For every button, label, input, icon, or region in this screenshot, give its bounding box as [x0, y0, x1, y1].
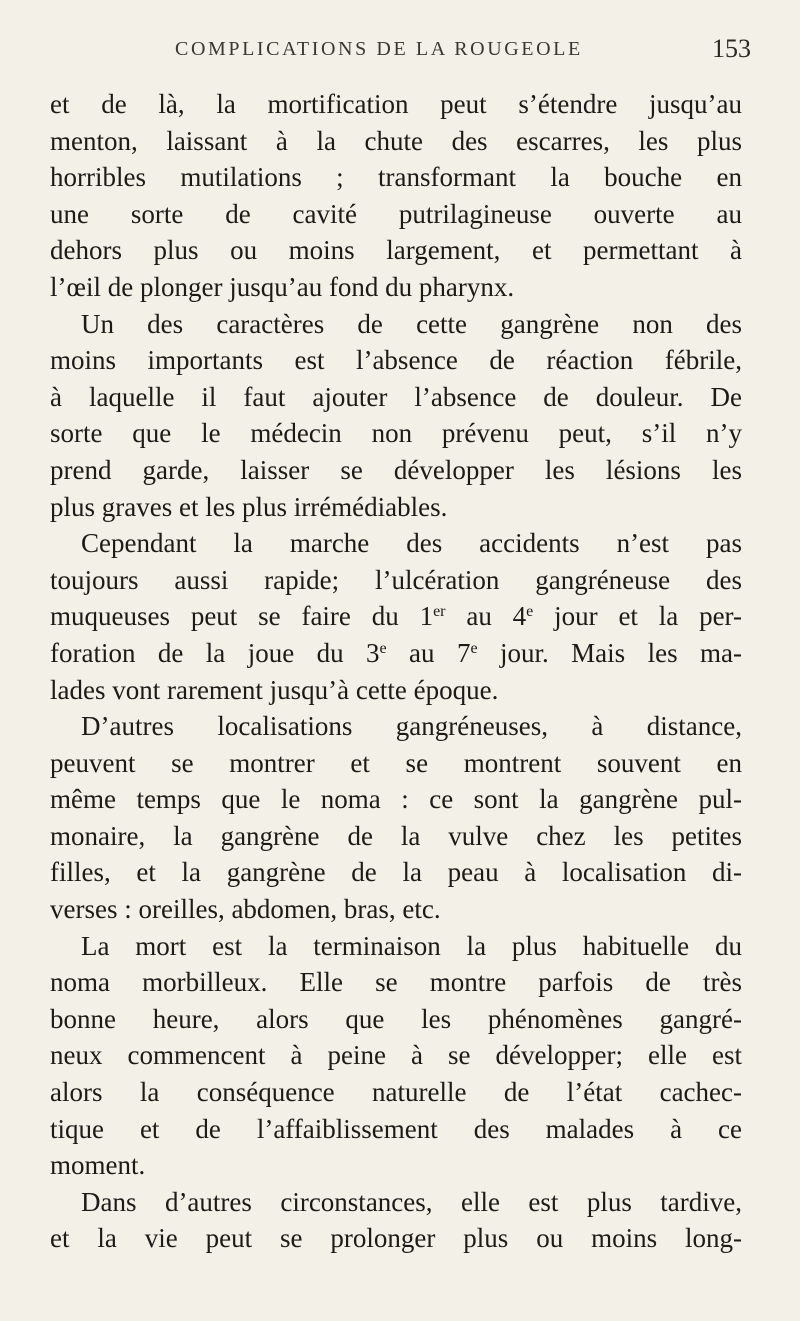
text-line: neux commencent à peine à se développer; elle est — [50, 1040, 742, 1071]
text-line: moment. — [50, 1150, 146, 1181]
text-line: bonne heure, alors que les phénomènes gangré- — [50, 1003, 742, 1034]
text-line: La mort est la terminaison la plus habituelle du — [81, 930, 742, 961]
text-line: monaire, la gangrène de la vulve chez les petites — [50, 820, 742, 851]
line-segment: foration de la joue du 3 — [50, 637, 380, 668]
running-head — [0, 30, 800, 70]
text-line: verses : oreilles, abdomen, bras, etc. — [50, 894, 441, 925]
text-line: une sorte de cavité putrilagineuse ouverte au — [50, 198, 742, 229]
text-line: lades vont rarement jusqu’à cette époque. — [50, 674, 499, 705]
text-line: toujours aussi rapide; l’ulcération gangréneuse des — [50, 564, 742, 595]
running-title: COMPLICATIONS DE LA ROUGEOLE — [175, 38, 583, 60]
text-line: Un des caractères de cette gangrène non des — [81, 308, 742, 339]
text-line: même temps que le noma : ce sont la gangrène pul- — [50, 784, 742, 815]
text-line: tique et de l’affaiblissement des malades à ce — [50, 1113, 742, 1144]
text-line: Dans d’autres circonstances, elle est plus tardive, — [81, 1186, 742, 1217]
text-line: Cependant la marche des accidents n’est pas — [81, 528, 742, 559]
ordinal-superscript: e — [379, 639, 387, 657]
text-line: peuvent se montrer et se montrent souvent en — [50, 747, 742, 778]
ordinal-superscript: e — [526, 603, 534, 621]
text-line: sorte que le médecin non prévenu peut, s’il n’y — [50, 418, 742, 449]
text-line — [50, 635, 742, 672]
page-number: 153 — [712, 34, 751, 63]
text-line: dehors plus ou moins largement, et permettant à — [50, 235, 742, 266]
text-line: et de là, la mortification peut s’étendre jusqu’au — [50, 89, 742, 119]
text-line: moins importants est l’absence de réaction fébrile, — [50, 345, 742, 376]
line-segment: au 4 — [445, 601, 527, 632]
text-line: alors la conséquence naturelle de l’état cachec- — [50, 1077, 742, 1108]
ordinal-superscript: er — [433, 603, 446, 621]
body-text — [50, 86, 742, 1257]
text-line: menton, laissant à la chute des escarres, les plus — [50, 125, 742, 156]
line-segment: au 7 — [386, 637, 471, 668]
text-line: filles, et la gangrène de la peau à localisation di- — [50, 857, 742, 888]
line-segment: muqueuses peut se faire du 1 — [50, 601, 434, 632]
text-line: plus graves et les plus irrémédiables. — [50, 491, 448, 522]
text-line: noma morbilleux. Elle se montre parfois de très — [50, 967, 742, 998]
ordinal-superscript: e — [470, 639, 478, 657]
line-segment: jour. Mais les ma- — [477, 637, 742, 668]
text-line — [50, 598, 742, 635]
line-segment: jour et la per- — [533, 601, 742, 632]
text-line: D’autres localisations gangréneuses, à distance, — [81, 711, 742, 742]
text-line: et la vie peut se prolonger plus ou moins long- — [50, 1223, 742, 1254]
text-line: l’œil de plonger jusqu’au fond du pharynx. — [50, 271, 515, 302]
text-line: à laquelle il faut ajouter l’absence de douleur. De — [50, 381, 742, 412]
text-line: prend garde, laisser se développer les lésions les — [50, 454, 742, 485]
text-line: horribles mutilations ; transformant la bouche en — [50, 162, 742, 193]
